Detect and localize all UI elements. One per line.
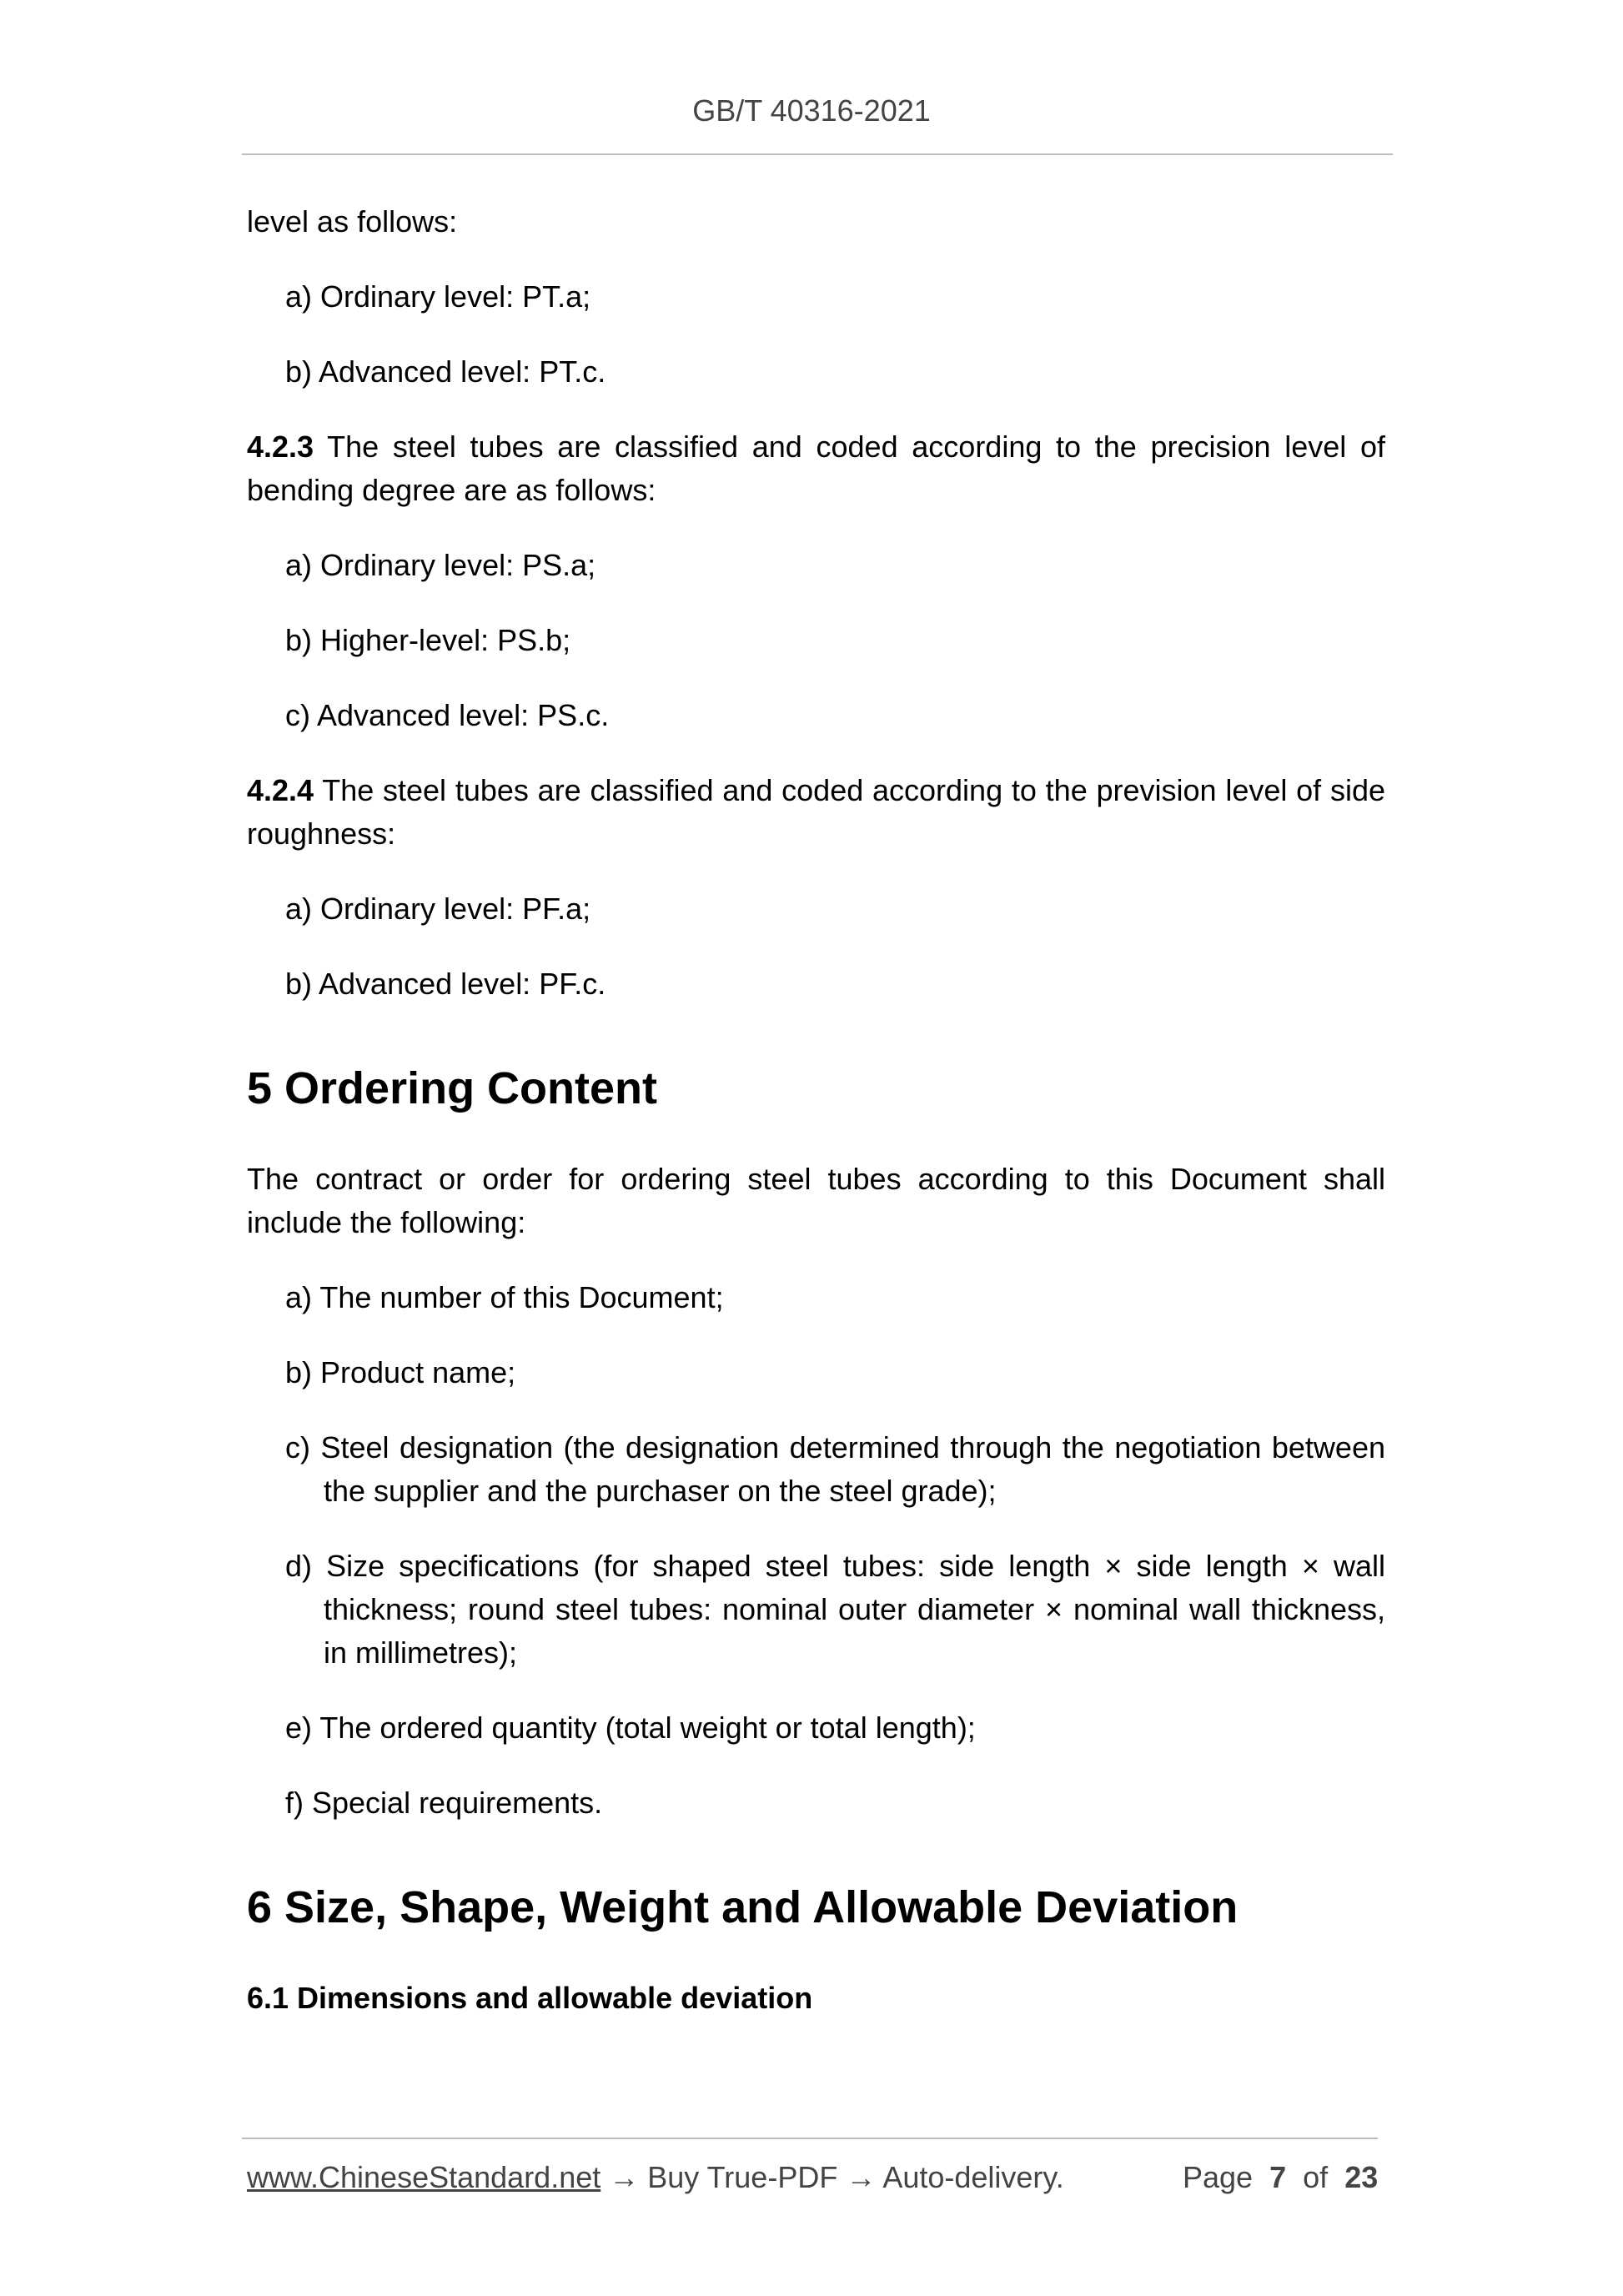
clause-number: 4.2.3: [247, 430, 314, 464]
clause-4-2-4: [247, 769, 1385, 856]
list-item: c) Steel designation (the designation determined through the negotiation between the supplier and the purchaser on the steel grade);: [285, 1430, 1385, 1508]
list-item: d) Size specifications (for shaped steel tubes: side length × side length × wall thickness; round steel tubes: nominal outer diameter × nominal wall thickness, in millimetres);: [285, 1549, 1385, 1670]
clause-number: 4.2.4: [247, 773, 314, 807]
list-item: b) Higher-level: PS.b;: [285, 623, 571, 657]
list-item: a) Ordinary level: PS.a;: [285, 548, 596, 582]
page-number: 7: [1269, 2160, 1287, 2194]
clause-4-2-3: [247, 425, 1385, 512]
list-item: a) The number of this Document;: [285, 1280, 724, 1314]
clause-text: The steel tubes are classified and coded according to the precision level of bending degree are as follows:: [247, 430, 1385, 507]
page-indicator: [1183, 2160, 1378, 2195]
clause-text: The steel tubes are classified and coded according to the prevision level of side roughness:: [247, 773, 1385, 851]
footer-tagline: → Buy True-PDF → Auto-delivery.: [600, 2160, 1064, 2194]
footer-promo: [247, 2160, 1064, 2195]
page-total: 23: [1344, 2160, 1379, 2194]
list-item: a) Ordinary level: PF.a;: [285, 892, 591, 926]
subsection-6-1-heading: 6.1 Dimensions and allowable deviation: [247, 1981, 813, 2015]
of-label: of: [1303, 2160, 1329, 2194]
section-6-heading: 6 Size, Shape, Weight and Allowable Deviation: [247, 1882, 1239, 1932]
intro-paragraph: level as follows:: [247, 204, 458, 239]
document-code-header: GB/T 40316-2021: [692, 93, 931, 128]
list-item: b) Advanced level: PT.c.: [285, 354, 606, 389]
list-item: b) Product name;: [285, 1355, 516, 1389]
section-5-paragraph: The contract or order for ordering steel tubes according to this Document shall include the following:: [247, 1162, 1385, 1239]
list-item: c) Advanced level: PS.c.: [285, 698, 610, 732]
list-item: e) The ordered quantity (total weight or total length);: [285, 1711, 976, 1745]
footer-divider: [242, 2138, 1378, 2139]
section-5-heading: 5 Ordering Content: [247, 1063, 658, 1113]
list-item: b) Advanced level: PF.c.: [285, 967, 606, 1001]
page-content: [247, 200, 1385, 2020]
website-link[interactable]: www.ChineseStandard.net: [247, 2160, 601, 2194]
header-divider: [242, 153, 1393, 155]
page-label: Page: [1183, 2160, 1254, 2194]
list-item: a) Ordinary level: PT.a;: [285, 279, 591, 314]
list-item: f) Special requirements.: [285, 1786, 603, 1820]
